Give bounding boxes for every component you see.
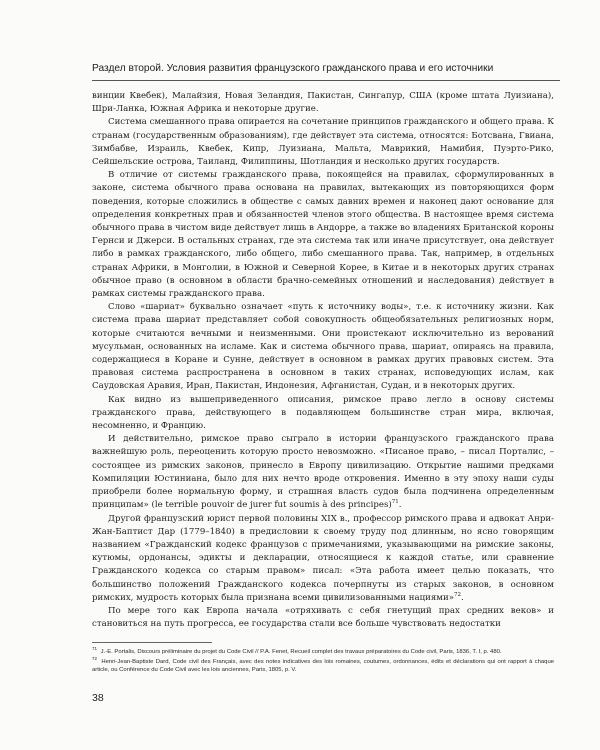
- footnote-rule: [92, 642, 212, 643]
- paragraph-5: Как видно из вышеприведенного описания, римское право легло в основу системы гражданского права, действующего в подавляющем большинстве стран мира, включая, несомненно, и Францию.: [92, 394, 554, 432]
- paragraph-1: винции Квебек), Малайзия, Новая Зеландия, Пакистан, Сингапур, США (кроме штата Луизиана), Шри-Ланка, Южная Африка и некоторые другие.: [92, 91, 554, 115]
- footnote-text: J.-E. Portalis, Discours préliminaire du projet du Code Civil // P.A. Fenet, Recueil complet des travaux préparatoires du Code civil, Paris, 1836, T. I, p. 480.: [100, 649, 502, 655]
- paragraph-3: В отличие от системы гражданского права, покоящейся на правилах, сформулированных в законе, система обычного права основана на правилах, вытекающих из повторяющихся форм поведения, которые сложились в обществе с самых давних времен и наконец дают основание для определения конкретных прав и обязанностей членов этого общества. В настоящее время система обычного права в чистом виде действует лишь в Андорре, а также во владениях Британской короны Гернси и Джерси. В остальных странах, где эта система так или иначе присутствует, она действует либо в рамках гражданского, либо общего, либо смешанного права. Так, например, в отдельных странах Африки, в Монголии, в Южной и Северной Корее, в Китае и в некоторых других странах обычное право (в основном в области брачно-семейных отношений и наследования) действует в рамках системы гражданского права.: [92, 170, 554, 300]
- running-head: Раздел второй. Условия развития французского гражданского права и его источники: [92, 63, 494, 74]
- paragraph-6: И действительно, римское право сыграло в истории французского гражданского права важнейшую роль, переоценить которую просто невозможно. «Писаное право, – писал Порталис, – состоящее из римских законов, принесло в Европу цивилизацию. Открытие нашими предками Компиляции Юстиниана, было для них нечто вроде откровения. Именно в эту эпоху наши суды приобрели более нормальную форму, и страшная власть судов была подчинена определенным принципам» (le terrible pouvoir de jurer fut soumis à des principes)$^{71}$.: [92, 434, 554, 511]
- footnote-number: 72: [92, 655, 98, 661]
- footnotes: [92, 648, 554, 676]
- paragraph-2: Система смешанного права опирается на сочетание принципов гражданского и общего права. К странам (государственным образованиям), где действует эта система, относятся: Ботсвана, Гвиана, Зимбабве, Израиль, Квебек, Кипр, Луизиана, Мальта, Маврикий, Намибия, Пуэрто-Рико, Сейшельские острова, Таиланд, Филиппины, Шотландия и несколько других государств.: [92, 117, 554, 168]
- footnote-text: Henri-Jean-Baptiste Dard, Code civil des Français, avec des notes indicatives des lois romaines, coutumes, ordonnances, édits et déclarations qui ont rapport à chaque article, ou Conférence du Code Civil avec les lois anciennes, Paris, 1805, p. V.: [92, 658, 554, 674]
- page-number: 38: [92, 692, 104, 704]
- paragraph-8: По мере того как Европа начала «отряхивать с себя гнетущий прах средних веков» и становиться на путь прогресса, ее государства стали все больше чувствовать недостатки: [92, 605, 554, 630]
- paragraph-6-text: И действительно, римское право сыграло в истории французского гражданского права важнейшую роль, переоценить которую просто невозможно. «Писаное право, – писал Порталис, – состоящее из римских законов, принесло в Европу цивилизацию. Открытие нашими предками Компиляции Юстиниана, было для них нечто вроде откровения. Именно в эту эпоху наши суды приобрели более нормальную форму, и страшная власть судов была подчинена определенным принципам» (le terrible pouvoir de jurer fut soumis à des principes): [92, 434, 554, 511]
- paragraph-7-text: Другой французский юрист первой половины XIX в., профессор римского права и адвокат Анри-Жан-Баптист Дар (1779–1840) в предисловии к своему труду под длинным, но ясно говорящим названием «Гражданский кодекс французов с примечаниями, указывающими на римские законы, кутюмы, ордонансы, эдикты и декларации, относящиеся к каждой статье, или сравнение Гражданского кодекса со старым правом» писал: «Эта работа имеет целью показать, что большинство положений Гражданского кодекса почерпнуты из старых законов, в основном римских, мудрость которых была признана всеми цивилизованными нациями»: [92, 513, 554, 603]
- body-text: [92, 90, 554, 631]
- footnote-ref-72[interactable]: 72: [453, 591, 461, 598]
- footnote-ref-71[interactable]: 71: [391, 499, 399, 506]
- footnote-number: 71: [92, 646, 98, 652]
- paragraph-4: Слово «шариат» буквально означает «путь к источнику воды», т.е. к источнику жизни. Как система права шариат представляет собой совокупность общеобязательных религиозных норм, которые считаются вечными и неизменными. Они проистекают исключительно из верований мусульман, основанных на исламе. Как и система обычного права, шариат, опираясь на правила, содержащиеся в Коране и Сунне, действует в основном в рамках других правовых систем. Эта правовая система распространена в основном в таких странах, исповедующих ислам, как Саудовская Аравия, Иран, Пакистан, Индонезия, Афганистан, Судан, и в некоторых других.: [92, 302, 554, 392]
- footnote-71: [92, 648, 554, 657]
- footnote-72: [92, 655, 554, 675]
- paragraph-7: Другой французский юрист первой половины XIX в., профессор римского права и адвокат Анри-Жан-Баптист Дар (1779–1840) в предисловии к своему труду под длинным, но ясно говорящим названием «Гражданский кодекс французов с примечаниями, указывающими на римские законы, кутюмы, ордонансы, эдикты и декларации, относящиеся к каждой статье, или сравнение Гражданского кодекса со старым правом» писал: «Эта работа имеет целью показать, что большинство положений Гражданского кодекса почерпнуты из старых законов, в основном римских, мудрость которых была признана всеми цивилизованными нациями»$^{72}$.: [92, 513, 554, 603]
- header-rule: [92, 80, 560, 81]
